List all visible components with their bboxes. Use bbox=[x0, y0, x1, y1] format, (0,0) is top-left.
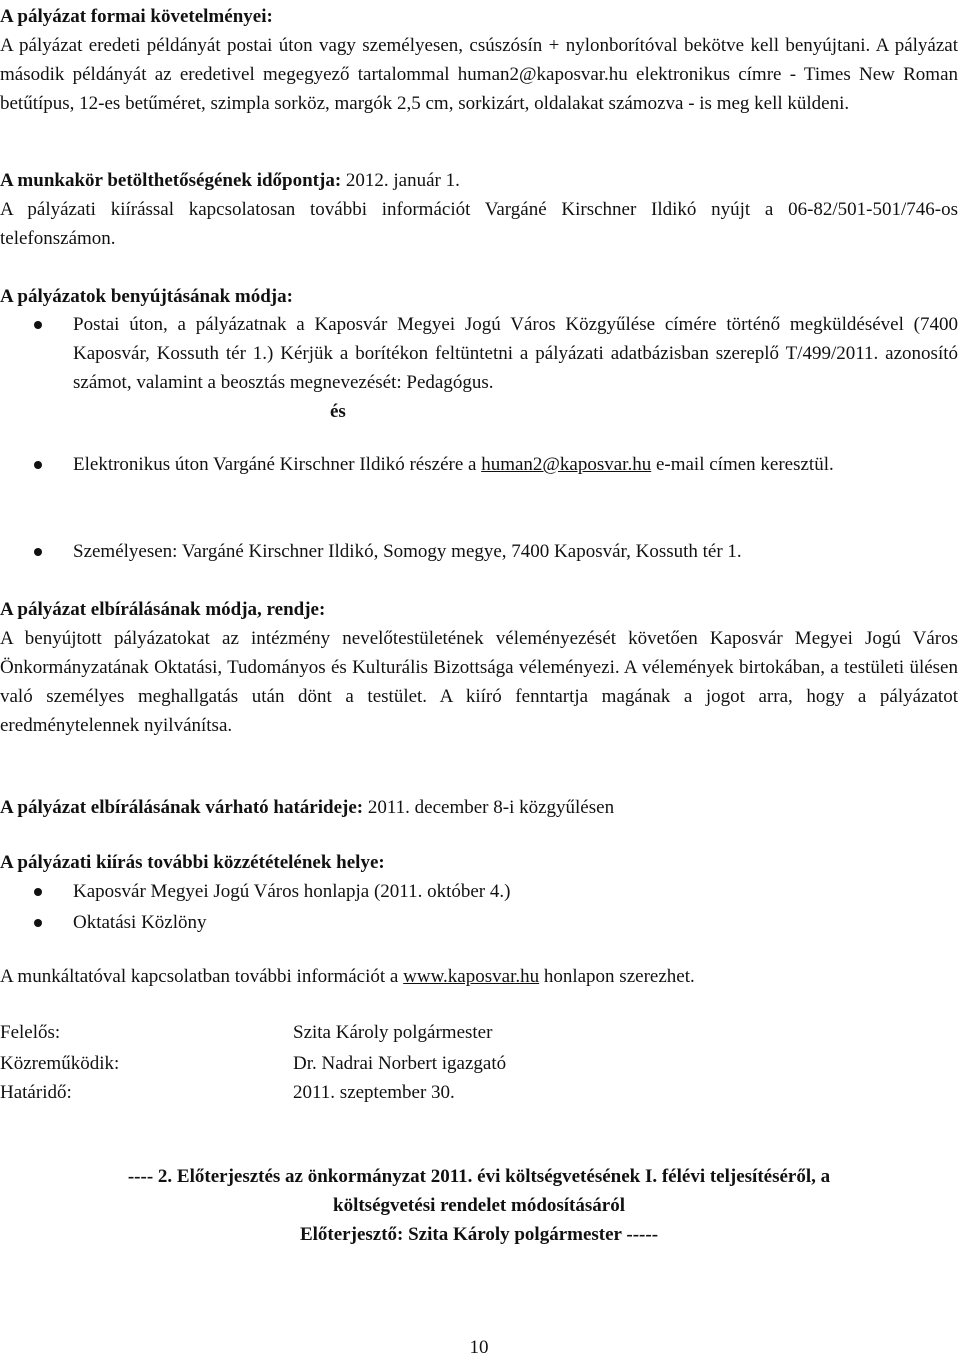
deadline-label: A pályázat elbírálásának várható határideje: bbox=[0, 797, 364, 818]
deadline-value: 2011. december 8-i közgyűlésen bbox=[363, 797, 615, 818]
publication-item-text: Kaposvár Megyei Jogú Város honlapja (2011. október 4.) bbox=[73, 881, 511, 902]
submission-item-personal-text: Személyesen: Vargáné Kirschner Ildikó, Somogy megye, 7400 Kaposvár, Kossuth tér 1. bbox=[73, 541, 742, 562]
signature-key: Közreműködik: bbox=[0, 1053, 120, 1074]
formal-requirements-heading: A pályázat formai követelményei: bbox=[0, 6, 273, 27]
submission-heading bbox=[0, 282, 958, 311]
submission-heading-text: A pályázatok benyújtásának módja: bbox=[0, 286, 293, 307]
publication-heading bbox=[0, 848, 958, 877]
bullet-icon bbox=[34, 919, 42, 927]
submission-electronic-after: e-mail címen keresztül. bbox=[651, 454, 834, 475]
signature-row bbox=[0, 1078, 700, 1107]
deadline-line bbox=[0, 793, 958, 822]
signature-key: Felelős: bbox=[0, 1022, 61, 1043]
signature-row bbox=[0, 1018, 700, 1047]
submission-electronic-before: Elektronikus úton Vargáné Kirschner Ildikó részére a bbox=[73, 454, 482, 475]
agenda-line-2: költségvetési rendelet módosításáról bbox=[333, 1195, 625, 1216]
formal-email-link[interactable]: human2@kaposvar.hu bbox=[457, 64, 628, 85]
formal-requirements-text: A pályázat eredeti példányát postai úton vagy személyesen, csúszósín + nylonborítóval bekötve kell benyújtani. A pályázat második példányát az eredetivel megegyező tartalommal bbox=[0, 35, 958, 85]
bullet-icon bbox=[34, 548, 42, 556]
bullet-icon bbox=[34, 888, 42, 896]
agenda-line-3: Előterjesztő: Szita Károly polgármester ----- bbox=[299, 1224, 659, 1245]
employer-info-after: honlapon szerezhet. bbox=[539, 966, 695, 987]
submission-item-personal bbox=[0, 537, 958, 566]
publication-heading-text: A pályázati kiírás további közzétételének helye: bbox=[0, 852, 385, 873]
employer-info-line bbox=[0, 962, 958, 991]
bullet-icon bbox=[34, 461, 42, 469]
formal-requirements-text-end: elektronikus címre - Times New Roman betűtípus, 12-es betűméret, szimpla sorköz, margók 2,5 cm, sorkizárt, oldalakat számozva - is meg kell küldeni. bbox=[0, 64, 958, 114]
start-date-line bbox=[0, 166, 958, 195]
employer-info-before: A munkáltatóval kapcsolatban további információt a bbox=[0, 966, 404, 987]
submission-item-electronic-text bbox=[73, 450, 958, 479]
submission-and-word: és bbox=[330, 401, 346, 422]
formal-requirements-section bbox=[0, 2, 958, 118]
submission-email-link[interactable]: human2@kaposvar.hu bbox=[481, 454, 652, 475]
start-date-label: A munkakör betölthetőségének időpontja: bbox=[0, 170, 342, 191]
info-paragraph: A pályázati kiírással kapcsolatosan további információt Vargáné Kirschner Ildikó nyújt a 06-82/501-501/746-os telefonszámon. bbox=[0, 199, 958, 249]
bullet-icon bbox=[34, 321, 42, 329]
submission-item-post-text: Postai úton, a pályázatnak a Kaposvár Megyei Jogú Város Közgyűlése címére történő megküldésével (7400 Kaposvár, Kossuth tér 1.) Kérjük a borítékon feltüntetni a pályázati adatbázisban szereplő T/499/2011. azonosító számot, valamint a beosztás megnevezését: Pedagógus. bbox=[73, 314, 958, 393]
evaluation-paragraph: A benyújtott pályázatokat az intézmény nevelőtestületének véleményezését követően Kaposvár Megyei Jogú Város Önkormányzatának Oktatási, Tudományos és Kulturális Bizottsága véleményezi. A vélemények birtokában, a testületi ülésen való személyes meghallgatás után dönt a testület. A kiíró fenntartja magának a jogot arra, hogy a pályázatot eredménytelennek nyilvánítsa. bbox=[0, 628, 958, 736]
website-link[interactable]: www.kaposvar.hu bbox=[403, 966, 540, 987]
evaluation-heading-text: A pályázat elbírálásának módja, rendje: bbox=[0, 599, 326, 620]
publication-item bbox=[0, 908, 958, 937]
signature-row bbox=[0, 1049, 700, 1078]
publication-item-text: Oktatási Közlöny bbox=[73, 912, 207, 933]
signature-value: 2011. szeptember 30. bbox=[293, 1082, 455, 1103]
signature-value: Dr. Nadrai Norbert igazgató bbox=[293, 1053, 507, 1074]
signature-value: Szita Károly polgármester bbox=[293, 1022, 493, 1043]
publication-item bbox=[0, 877, 958, 906]
start-date-value: 2012. január 1. bbox=[341, 170, 460, 191]
agenda-line-1: ---- 2. Előterjesztés az önkormányzat 2011. évi költségvetésének I. félévi teljesítéséről, a bbox=[127, 1166, 831, 1187]
signature-key: Határidő: bbox=[0, 1082, 72, 1103]
evaluation-heading bbox=[0, 595, 958, 624]
submission-item-post bbox=[0, 310, 958, 397]
submission-item-electronic bbox=[0, 450, 958, 479]
page-number: 10 bbox=[469, 1337, 489, 1358]
